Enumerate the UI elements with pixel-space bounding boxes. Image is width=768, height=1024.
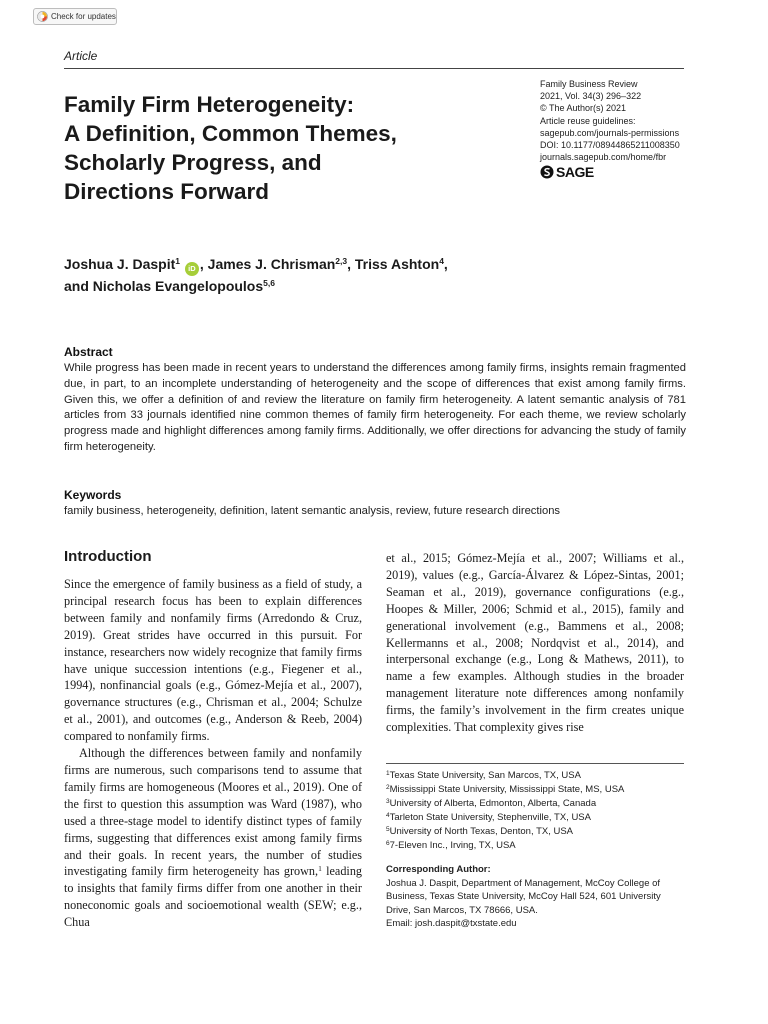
- footnote-ref-1[interactable]: 1: [318, 864, 322, 874]
- affiliation-text: Tarleton State University, Stephenville, TX, USA: [389, 811, 591, 823]
- affiliation-sup: 3: [386, 797, 390, 805]
- affiliation-text: Mississippi State University, Mississippi State, MS, USA: [389, 783, 625, 795]
- affiliation-sup: 4: [386, 811, 390, 819]
- reuse-guidelines: Article reuse guidelines:: [540, 115, 636, 126]
- intro-paragraph-2: [64, 745, 362, 931]
- intro-paragraph-3: et al., 2015; Gómez-Mejía et al., 2007; Williams et al., 2019), values (e.g., García-Álvarez & López-Sintas, 2001; Seaman et al., 2019), governance configurations (e.g., Hoopes & Miller, 2006; Schmid et al., 2015), family and generational involvement (e.g., Bammens et al., 2008; Kellermanns et al., 2008; Nordqvist et al., 2014), and interpersonal exchange (e.g., Long & Mathews, 2011), to name a few examples. Although studies in the broader management literature note differences among nonfamily firms, the family’s involvement in the firm creates unique complexities. That complexity gives rise: [386, 551, 684, 735]
- journal-meta: [540, 78, 720, 179]
- doi-line[interactable]: DOI: 10.1177/08944865211008350: [540, 140, 680, 151]
- author-daspit: Joshua J. Daspit: [64, 256, 176, 272]
- affiliations-list: [386, 769, 686, 852]
- publisher-logo: [540, 165, 720, 179]
- affiliation-text: 7-Eleven Inc., Irving, TX, USA: [389, 839, 516, 851]
- author-ashton-affil: 4: [439, 256, 444, 266]
- permissions-link[interactable]: sagepub.com/journals-permissions: [540, 127, 680, 138]
- check-for-updates-label: Check for updates: [51, 12, 116, 21]
- article-type-label: Article: [64, 49, 98, 63]
- affiliation-sup: 1: [386, 770, 390, 777]
- corresponding-author: [386, 863, 686, 931]
- affiliation-item: [386, 769, 686, 783]
- author-evangelopoulos-affil: 5,6: [263, 278, 275, 288]
- author-chrisman-affil: 2,3: [335, 256, 348, 266]
- title-line-1: Family Firm Heterogeneity:: [64, 92, 355, 117]
- header-rule: [64, 68, 684, 69]
- article-title: [64, 90, 504, 206]
- intro-paragraph-2-part-a: Although the differences between family and nonfamily firms are numerous, such comparisons tend to assume that family firms are homogeneous (Moores et al., 2019). One of the first to question this assumption was Ward (1987), who used a three-stage model to identify distinct types of family firms, suggesting that differences exist among family firms and their goals. In recent years, the number of studies investigating family firm heterogeneity has grown,: [64, 746, 362, 879]
- author-list: [64, 254, 684, 296]
- affiliation-text: University of North Texas, Denton, TX, USA: [389, 825, 574, 837]
- orcid-icon[interactable]: iD: [185, 262, 199, 276]
- affiliation-sup: 6: [386, 839, 390, 847]
- affiliation-text: Texas State University, San Marcos, TX, USA: [389, 770, 581, 781]
- keywords-text: family business, heterogeneity, definition, latent semantic analysis, review, future research directions: [64, 505, 561, 517]
- intro-paragraph-2-part-b: leading to insights that family firms differ from one another in their noneconomic goals and socioemotional wealth (SEW; e.g., Chua: [64, 864, 363, 930]
- introduction-heading: Introduction: [64, 548, 152, 565]
- title-line-2: A Definition, Common Themes,: [64, 121, 397, 146]
- affiliation-sup: 2: [386, 783, 390, 791]
- affiliation-sup: 5: [386, 825, 390, 833]
- journal-volume: 2021, Vol. 34(3) 296–322: [540, 91, 642, 102]
- author-separator: ,: [443, 256, 448, 272]
- affiliations-rule: [386, 763, 684, 764]
- check-for-updates-badge[interactable]: [33, 8, 117, 25]
- affiliation-item: [386, 825, 686, 839]
- corresponding-line-3: Drive, San Marcos, TX 78666, USA.: [386, 904, 538, 916]
- affiliation-item: [386, 797, 686, 811]
- body-column-right: [386, 550, 684, 736]
- affiliation-item: [386, 839, 686, 853]
- body-column-left: [64, 576, 362, 931]
- abstract-text: While progress has been made in recent years to understand the differences among family firms, insights remain fragmented due, in part, to an incomplete understanding of heterogeneity and the scope of differences that exist among family firms. Given this, we offer a definition of and review the literature on family firm heterogeneity. A latent semantic analysis of 781 articles from 33 journals identified nine common themes of family firm heterogeneity. For each theme, we review scholarly progress made and highlight differences among family firms. Additionally, we offer directions for advancing the study of family firm heterogeneity.: [64, 362, 686, 453]
- author-evangelopoulos: and Nicholas Evangelopoulos: [64, 278, 264, 294]
- check-for-updates-icon: [37, 11, 48, 22]
- keywords-heading: Keywords: [64, 488, 122, 502]
- affiliation-text: University of Alberta, Edmonton, Alberta, Canada: [389, 797, 597, 809]
- title-line-3: Scholarly Progress, and: [64, 150, 322, 175]
- journal-name: Family Business Review: [540, 79, 638, 89]
- publisher-name: SAGE: [556, 164, 594, 181]
- affiliation-item: [386, 811, 686, 825]
- journal-home-link[interactable]: journals.sagepub.com/home/fbr: [540, 152, 667, 163]
- sage-logo-icon: [540, 165, 554, 179]
- title-line-4: Directions Forward: [64, 179, 270, 204]
- intro-paragraph-1: Since the emergence of family business as a field of study, a principal research focus has been to explain differences between family and nonfamily firms (Arredondo & Cruz, 2019). Great strides have occurred in this pursuit. For instance, researchers now widely recognize that family firms have unique succession intentions (e.g., Fiegener et al., 1994), nonfinancial goals (e.g., Gómez-Mejía et al., 2007), governance structures (e.g., Chrisman et al., 2004; Schulze et al., 2001), and outcomes (e.g., Anderson & Reeb, 2004) compared to nonfamily firms.: [64, 577, 362, 744]
- author-ashton: , Triss Ashton: [347, 256, 440, 272]
- author-daspit-affil: 1: [175, 256, 180, 266]
- corresponding-line-2: Business, Texas State University, McCoy Hall 524, 601 University: [386, 891, 661, 903]
- copyright-line: © The Author(s) 2021: [540, 103, 627, 114]
- corresponding-line-1: Joshua J. Daspit, Department of Management, McCoy College of: [386, 877, 661, 889]
- affiliation-item: [386, 783, 686, 797]
- corresponding-heading: Corresponding Author:: [386, 864, 491, 875]
- abstract-heading: Abstract: [64, 345, 113, 359]
- corresponding-email[interactable]: Email: josh.daspit@txstate.edu: [386, 918, 517, 930]
- author-chrisman: , James J. Chrisman: [199, 256, 336, 272]
